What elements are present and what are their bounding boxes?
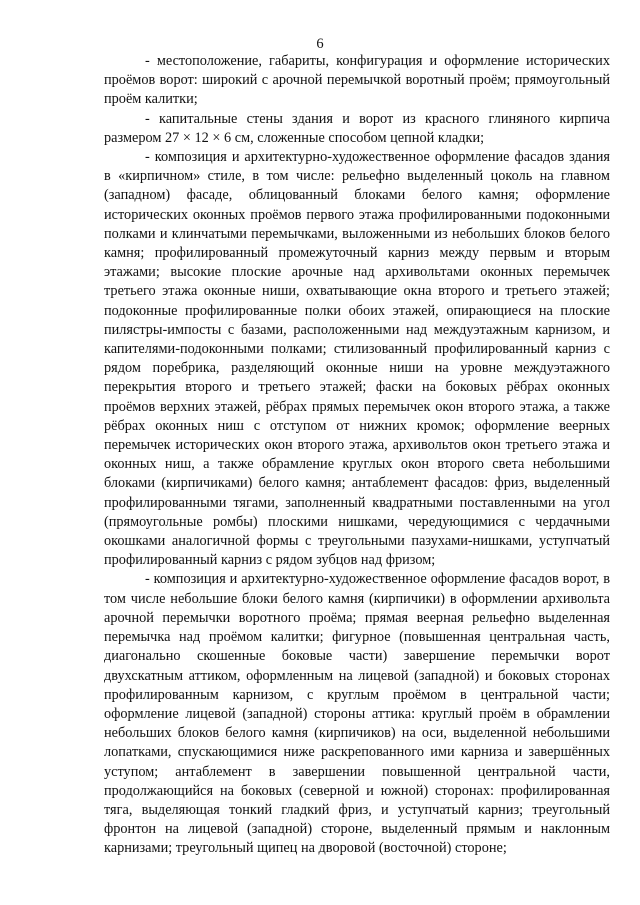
paragraph-1: - местоположение, габариты, конфигурация и оформление исторических проёмов ворот: широкий с арочной перемычкой воротный проём; прямоугольный проём калитки; xyxy=(104,53,610,108)
paragraph-3: - композиция и архитектурно-художественное оформление фасадов здания в «кирпичном» стиле, в том числе: рельефно выделенный цоколь на главном (западном) фасаде, облицованный блоками белого камня; оформление исторических оконных проёмов первого этажа профилированными подоконными полками и клинчатыми перемычками, выложенными из небольших блоков белого камня; профилированный промежуточный карниз между первым и вторым этажами; высокие плоские арочные над архивольтами оконных перемычек третьего этажа оконные ниши, охватывающие окна второго и третьего этажей; подоконные профилированные полки обоих этажей, опирающиеся на плоские пилястры-импосты с базами, расположенными над междуэтажным карнизом, и капителями-подоконными полками; стилизованный профилированный карниз с рядом поребрика, разделяющий оконные ниши на уровне междуэтажного перекрытия второго и третьего этажей; фаски на боковых рёбрах оконных проёмов верхних этажей, рёбрах прямых перемычек окон второго этажа, а также рёбрах оконных ниш с отступом от нижних кромок; оформление веерных перемычек исторических окон второго этажа, архивольтов окон третьего этажа и оконных ниш, а также обрамление круглых окон второго света небольшими блоками (кирпичиками) белого камня; антаблемент фасадов: фриз, выделенный профилированными тягами, заполненный квадратными поставленными на угол (прямоугольные ромбы) плоскими нишками, чередующимися с чердачными окошками аналогичной формы с треугольными пазухами-нишками, уступчатый профилированный карниз с рядом зубцов над фризом; xyxy=(104,149,610,569)
paragraph-2: - капитальные стены здания и ворот из красного глиняного кирпича размером 27 × 12 × 6 см, сложенные способом цепной кладки; xyxy=(104,110,610,146)
page-number: 6 xyxy=(316,36,324,52)
document-body xyxy=(104,52,610,859)
paragraph-4: - композиция и архитектурно-художественное оформление фасадов ворот, в том числе небольшие блоки белого камня (кирпичики) в оформлении архивольта арочной перемычки воротного проёма; прямая веерная рельефно выделенная перемычка над проёмом калитки; фигурное (повышенная центральная часть, диагонально скошенные боковые части) завершение перемычки ворот двухскатным аттиком, оформленным на лицевой (западной) и боковых сторонах профилированным карнизом, с круглым проёмом в центральной части; оформление лицевой (западной) стороны аттика: круглый проём в обрамлении небольших блоков белого камня (кирпичиков) на оси, выделенной небольшими лопатками, спускающимися ниже раскрепованного ими карниза и завершённых уступом; антаблемент в завершении повышенной центральной части, продолжающийся на боковых (северной и южной) сторонах: профилированная тяга, выделяющая тонкий гладкий фриз, и уступчатый карниз; треугольный фронтон на лицевой (западной) стороне, выделенный прямым и наклонным карнизами; треугольный щипец на дворовой (восточной) стороне; xyxy=(104,571,610,857)
